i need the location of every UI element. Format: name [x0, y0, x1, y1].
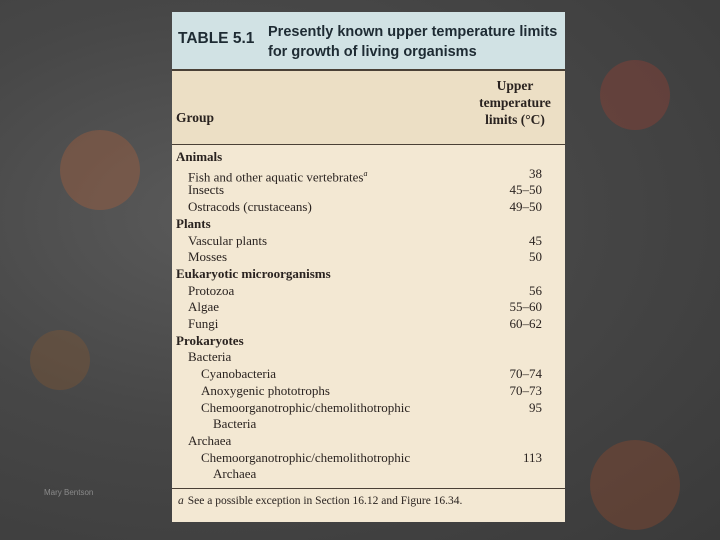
table-row: [172, 299, 565, 315]
row-value: 50: [529, 249, 542, 265]
row-value: 70–74: [509, 366, 542, 382]
row-label: Anoxygenic phototrophs: [201, 382, 330, 398]
table-row: [172, 165, 565, 185]
col-header-limit-line: temperature: [479, 95, 551, 110]
table-row: [172, 233, 565, 249]
table-row: [172, 400, 565, 416]
table-row: [172, 383, 565, 399]
table-row: [172, 416, 565, 432]
rule-header: [172, 144, 565, 145]
row-label: Archaea: [188, 432, 232, 448]
row-value: 38: [529, 165, 542, 181]
table-row: [172, 199, 565, 215]
row-label: Chemoorganotrophic/chemolithotrophic: [201, 399, 411, 415]
row-label: Archaea: [213, 466, 257, 482]
table-category-row: [172, 333, 565, 349]
row-value: 113: [522, 449, 542, 465]
row-label: Fungi: [188, 316, 219, 331]
row-value: 95: [529, 399, 542, 415]
table-row: [172, 182, 565, 198]
row-label: Insects: [188, 182, 225, 198]
row-label: Animals: [176, 149, 223, 164]
row-label: Protozoa: [188, 282, 235, 298]
row-label: Chemoorganotrophic/chemolithotrophic: [201, 449, 411, 465]
row-label: Bacteria: [213, 416, 257, 432]
col-header-limit-line: limits (°C): [485, 112, 545, 127]
background-blob: [30, 330, 90, 390]
rule-bottom: [172, 488, 565, 489]
table-row: [172, 349, 565, 365]
col-header-group: Group: [176, 110, 215, 125]
row-label: Algae: [188, 299, 220, 315]
table-row: [172, 249, 565, 265]
slide-credit: Mary Bentson: [44, 488, 94, 497]
background-blob: [600, 60, 670, 130]
row-label: Fish and other aquatic vertebrates$^a$: [188, 168, 368, 185]
table-row: [172, 433, 565, 449]
footnote-ref: a: [363, 168, 368, 178]
row-label: Prokaryotes: [176, 332, 244, 348]
table-title: Presently known upper temperature limits for growth of living organisms: [268, 24, 558, 60]
row-value: 55–60: [509, 299, 542, 315]
row-value: 45: [529, 232, 542, 248]
footnote: [178, 495, 462, 507]
table-category-row: [172, 149, 565, 165]
table-row: [172, 283, 565, 299]
footnote-text: See a possible exception in Section 16.12 and Figure 16.34.: [187, 495, 463, 507]
table-row: [172, 316, 565, 332]
row-value: 70–73: [509, 382, 542, 398]
row-label: Plants: [176, 215, 211, 231]
col-header-limit-line: Upper: [496, 78, 534, 93]
footnote-mark: a: [178, 495, 184, 507]
table-row: [172, 366, 565, 382]
row-label: Eukaryotic microorganisms: [176, 265, 331, 281]
col-header-limit: [468, 77, 562, 128]
row-value: 49–50: [509, 199, 542, 215]
row-label: Cyanobacteria: [201, 366, 277, 382]
row-label: Vascular plants: [188, 232, 268, 248]
background-blob: [60, 130, 140, 210]
row-label: Mosses: [188, 249, 228, 265]
caption-bar: [172, 12, 565, 69]
table-page: [172, 12, 565, 522]
row-label: Bacteria: [188, 349, 232, 365]
row-value: 60–62: [509, 316, 542, 331]
table-row: [172, 450, 565, 466]
table-category-row: [172, 216, 565, 232]
table-category-row: [172, 266, 565, 282]
table-number: TABLE 5.1: [178, 30, 255, 47]
background-blob: [590, 440, 680, 530]
row-value: 56: [529, 282, 542, 298]
rule-top: [172, 69, 565, 71]
table-row: [172, 466, 565, 482]
row-label: Ostracods (crustaceans): [188, 199, 312, 215]
row-value: 45–50: [509, 182, 542, 198]
